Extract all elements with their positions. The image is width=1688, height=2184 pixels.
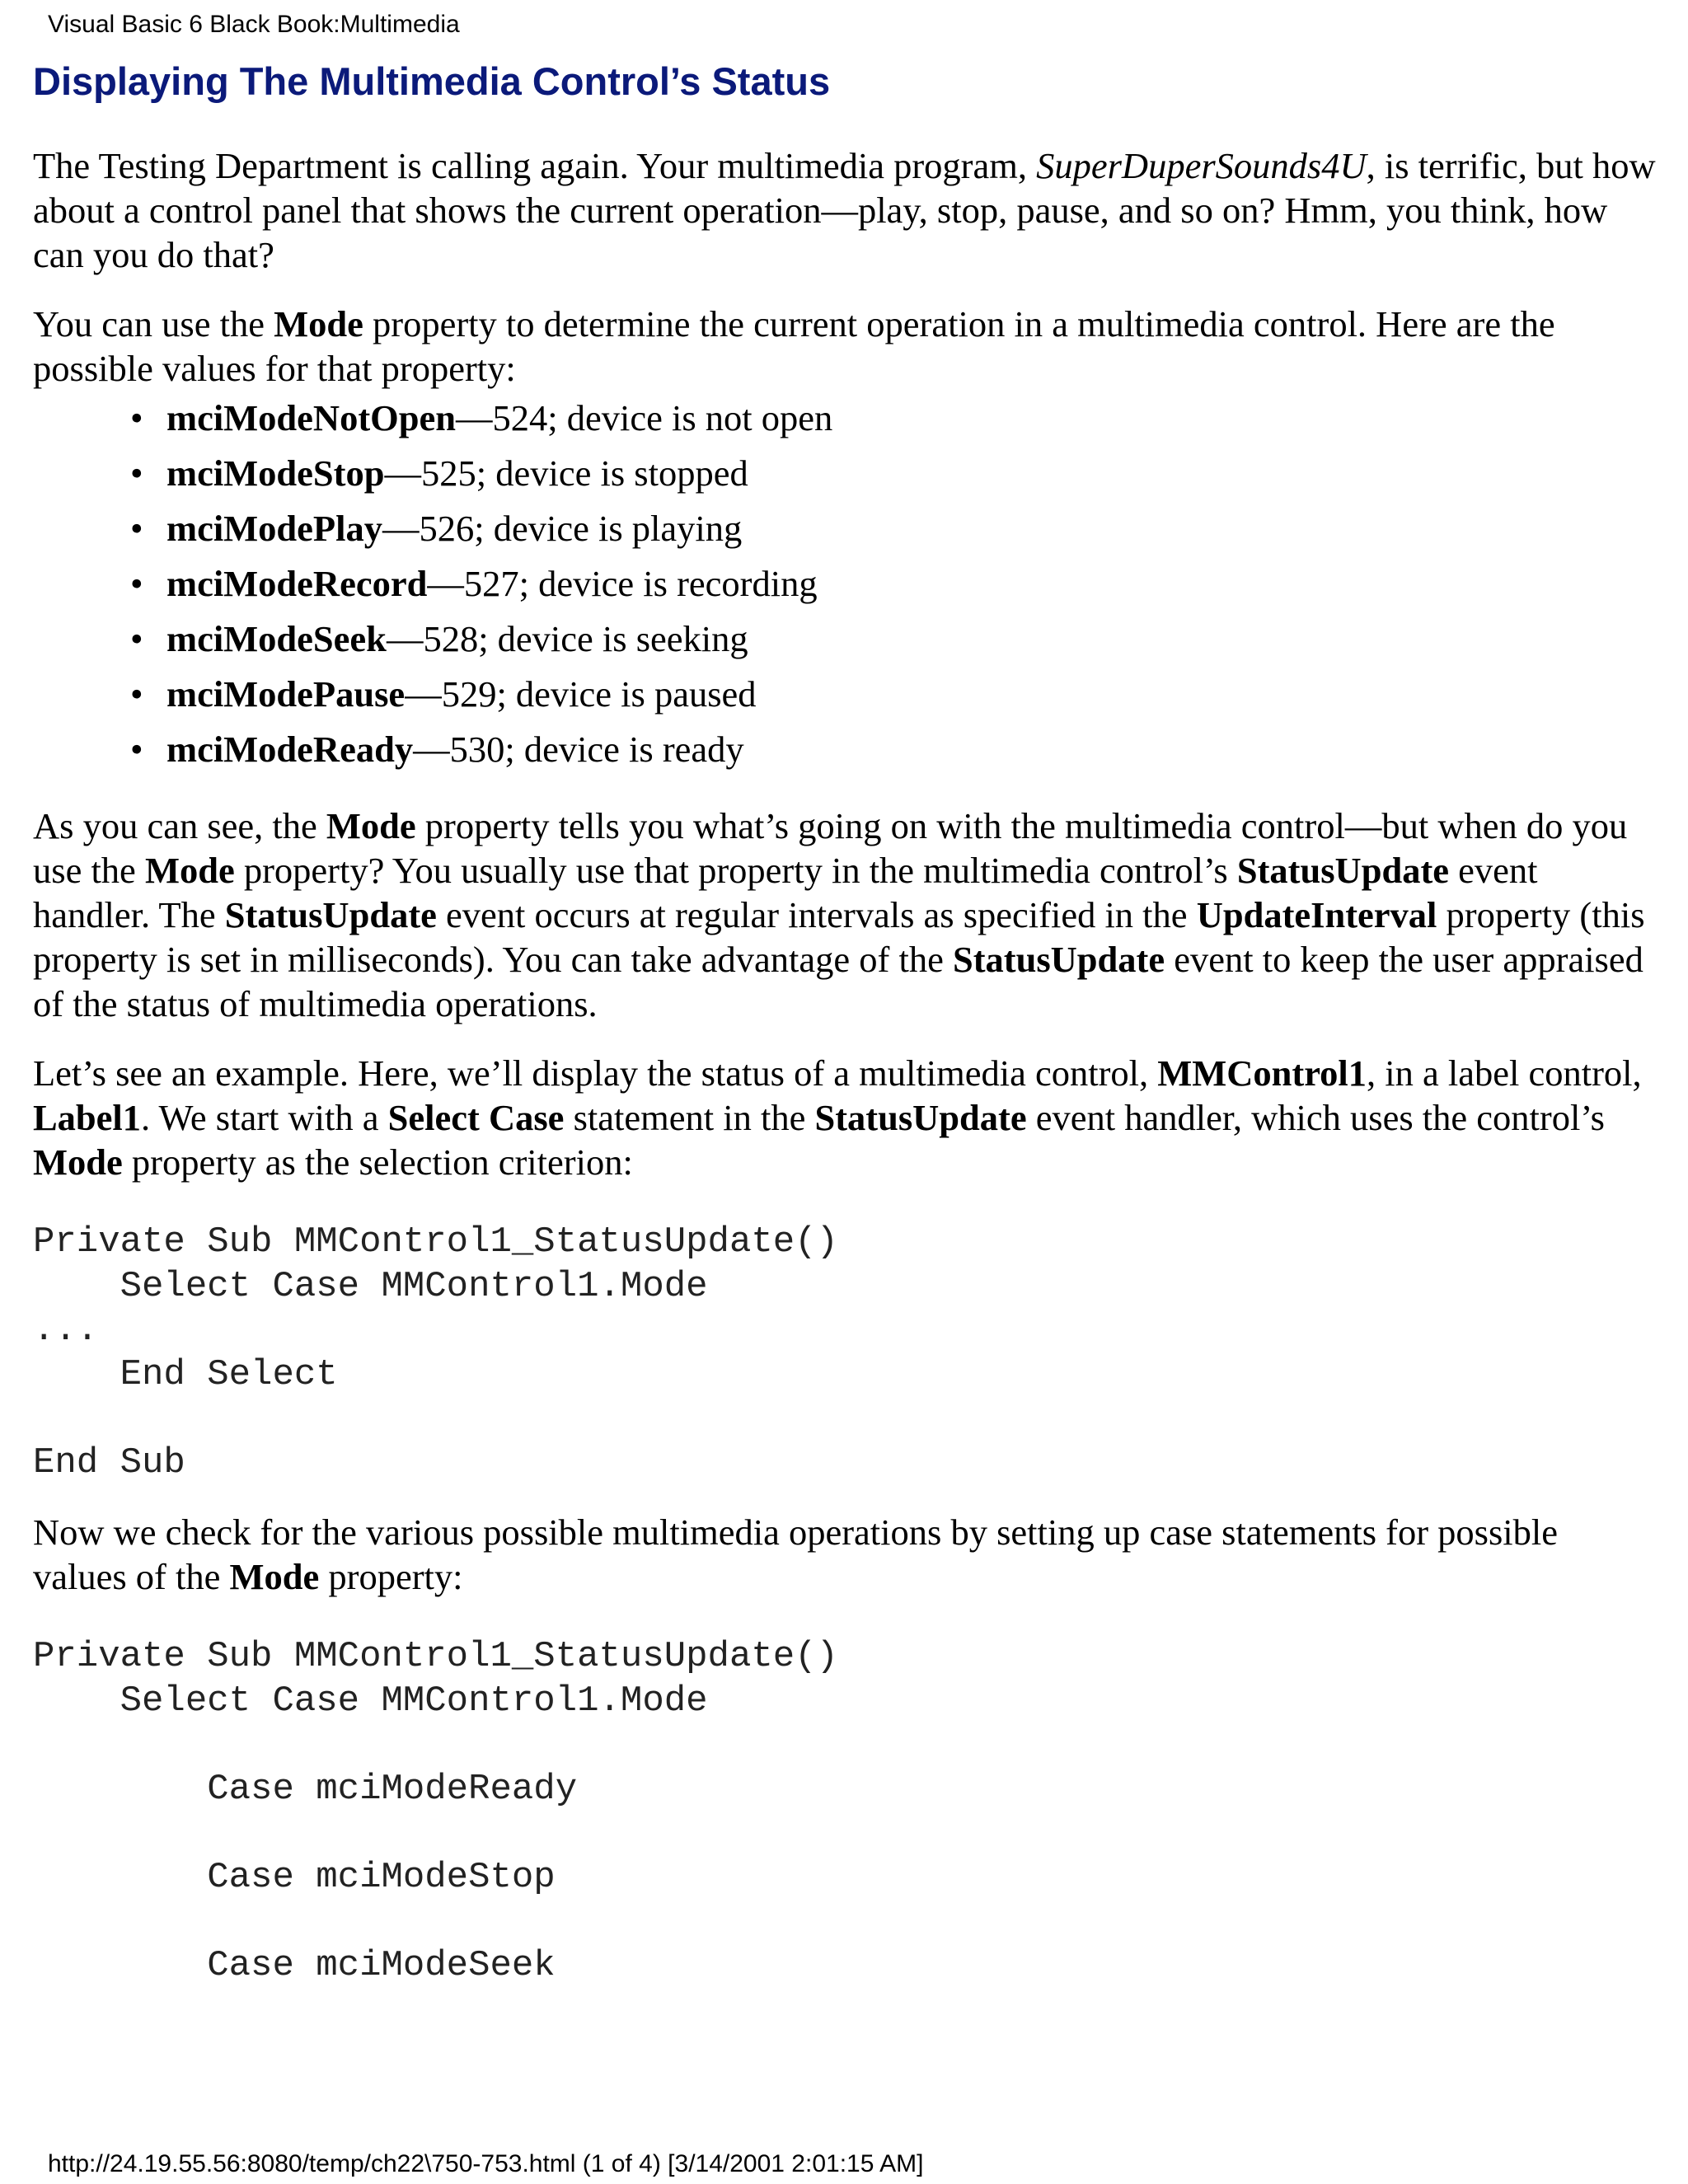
text-run: property to determine the current operation in a multimedia control. Here are the possible values for that property: [33, 303, 1555, 389]
text-run: property: [319, 1556, 463, 1597]
mode-description: —525; device is stopped [384, 452, 748, 494]
bullet-icon: • [130, 563, 143, 604]
bullet-icon: • [130, 729, 143, 770]
page-title: Displaying The Multimedia Control’s Status [33, 59, 831, 103]
text-run: The Testing Department is calling again. Your multimedia program, [33, 145, 1037, 186]
list-item [130, 446, 1657, 501]
text-run: statement in the [564, 1097, 815, 1138]
intro-paragraph [33, 143, 1657, 277]
text-run: event handler, which uses the control’s [1026, 1097, 1605, 1138]
text-run: property as the selection criterion: [122, 1141, 633, 1183]
mode-description: —529; device is paused [405, 673, 757, 715]
bold-term: StatusUpdate [1236, 850, 1450, 891]
mode-constant: mciModeRecord [166, 563, 428, 604]
bold-term: UpdateInterval [1196, 894, 1437, 935]
italic-term: SuperDuperSounds4U [1036, 145, 1367, 186]
bold-term: Mode [144, 850, 235, 891]
mode-constant: mciModePause [166, 673, 406, 715]
mode-constant: mciModeStop [166, 452, 385, 494]
list-item [130, 612, 1657, 667]
text-run: , in a label control, [1367, 1052, 1642, 1094]
bold-term: StatusUpdate [224, 894, 437, 935]
text-run: . We start with a [141, 1097, 388, 1138]
status-update-paragraph [33, 804, 1657, 1026]
mode-constant: mciModePlay [166, 508, 382, 549]
page-footer-url: http://24.19.55.56:8080/temp/ch22\750-753.html (1 of 4) [3/14/2001 2:01:15 AM] [48, 2150, 924, 2177]
example-paragraph [33, 1051, 1657, 1184]
list-item [130, 556, 1657, 612]
text-run: property? You usually use that property in the multimedia control’s [234, 850, 1237, 891]
mode-description: —530; device is ready [413, 729, 744, 770]
bold-term: MMControl1 [1157, 1052, 1367, 1094]
mode-intro-paragraph [33, 302, 1657, 391]
bullet-icon: • [130, 508, 143, 549]
bold-term: Select Case [387, 1097, 565, 1138]
mode-description: —526; device is playing [382, 508, 743, 549]
mode-description: —524; device is not open [456, 397, 833, 438]
text-run: event occurs at regular intervals as specified in the [436, 894, 1197, 935]
text-run: As you can see, the [33, 805, 326, 846]
code-block-case-statements: Private Sub MMControl1_StatusUpdate() Select Case MMControl1.Mode Case mciModeReady Case mciModeStop Case mciModeSeek [33, 1636, 838, 1986]
mode-constant: mciModeReady [166, 729, 414, 770]
mode-description: —527; device is recording [427, 563, 818, 604]
text-run: You can use the [33, 303, 274, 344]
mode-description: —528; device is seeking [386, 618, 748, 659]
code-block-select-case: Private Sub MMControl1_StatusUpdate() Select Case MMControl1.Mode ... End Select End Sub [33, 1221, 838, 1483]
text-run: Let’s see an example. Here, we’ll display the status of a multimedia control, [33, 1052, 1158, 1094]
text-run: property tells you what’s going on with the multimedia control—but when do you use the [33, 805, 1628, 891]
bullet-icon: • [130, 618, 143, 659]
text-run: event to keep the user appraised of the status of multimedia operations. [33, 939, 1643, 1024]
bold-term: Label1 [33, 1097, 142, 1138]
bullet-icon: • [130, 452, 143, 494]
article-body [33, 143, 1657, 2013]
bold-term: Mode [274, 303, 363, 344]
bullet-icon: • [130, 673, 143, 715]
bold-term: Mode [33, 1141, 123, 1183]
mode-constant: mciModeNotOpen [166, 397, 457, 438]
bold-term: Mode [229, 1556, 320, 1597]
mode-values-list [33, 391, 1657, 777]
text-run: event handler. The [33, 850, 1538, 935]
bold-term: Mode [326, 805, 416, 846]
text-run: property (this property is set in milliseconds). You can take advantage of the [33, 894, 1645, 980]
bold-term: StatusUpdate [952, 939, 1165, 980]
list-item [130, 722, 1657, 777]
text-run: , is terrific, but how about a control panel that shows the current operation—play, stop, pause, and so on? Hmm, you think, how can you do that? [33, 145, 1656, 275]
list-item [130, 501, 1657, 556]
bold-term: StatusUpdate [814, 1097, 1027, 1138]
mode-constant: mciModeSeek [166, 618, 387, 659]
bullet-icon: • [130, 397, 143, 438]
list-item [130, 391, 1657, 446]
page-header: Visual Basic 6 Black Book:Multimedia [48, 11, 460, 38]
text-run: Now we check for the various possible multimedia operations by setting up case statements for possible values of the [33, 1511, 1559, 1597]
list-item [130, 667, 1657, 722]
case-intro-paragraph [33, 1510, 1657, 1599]
